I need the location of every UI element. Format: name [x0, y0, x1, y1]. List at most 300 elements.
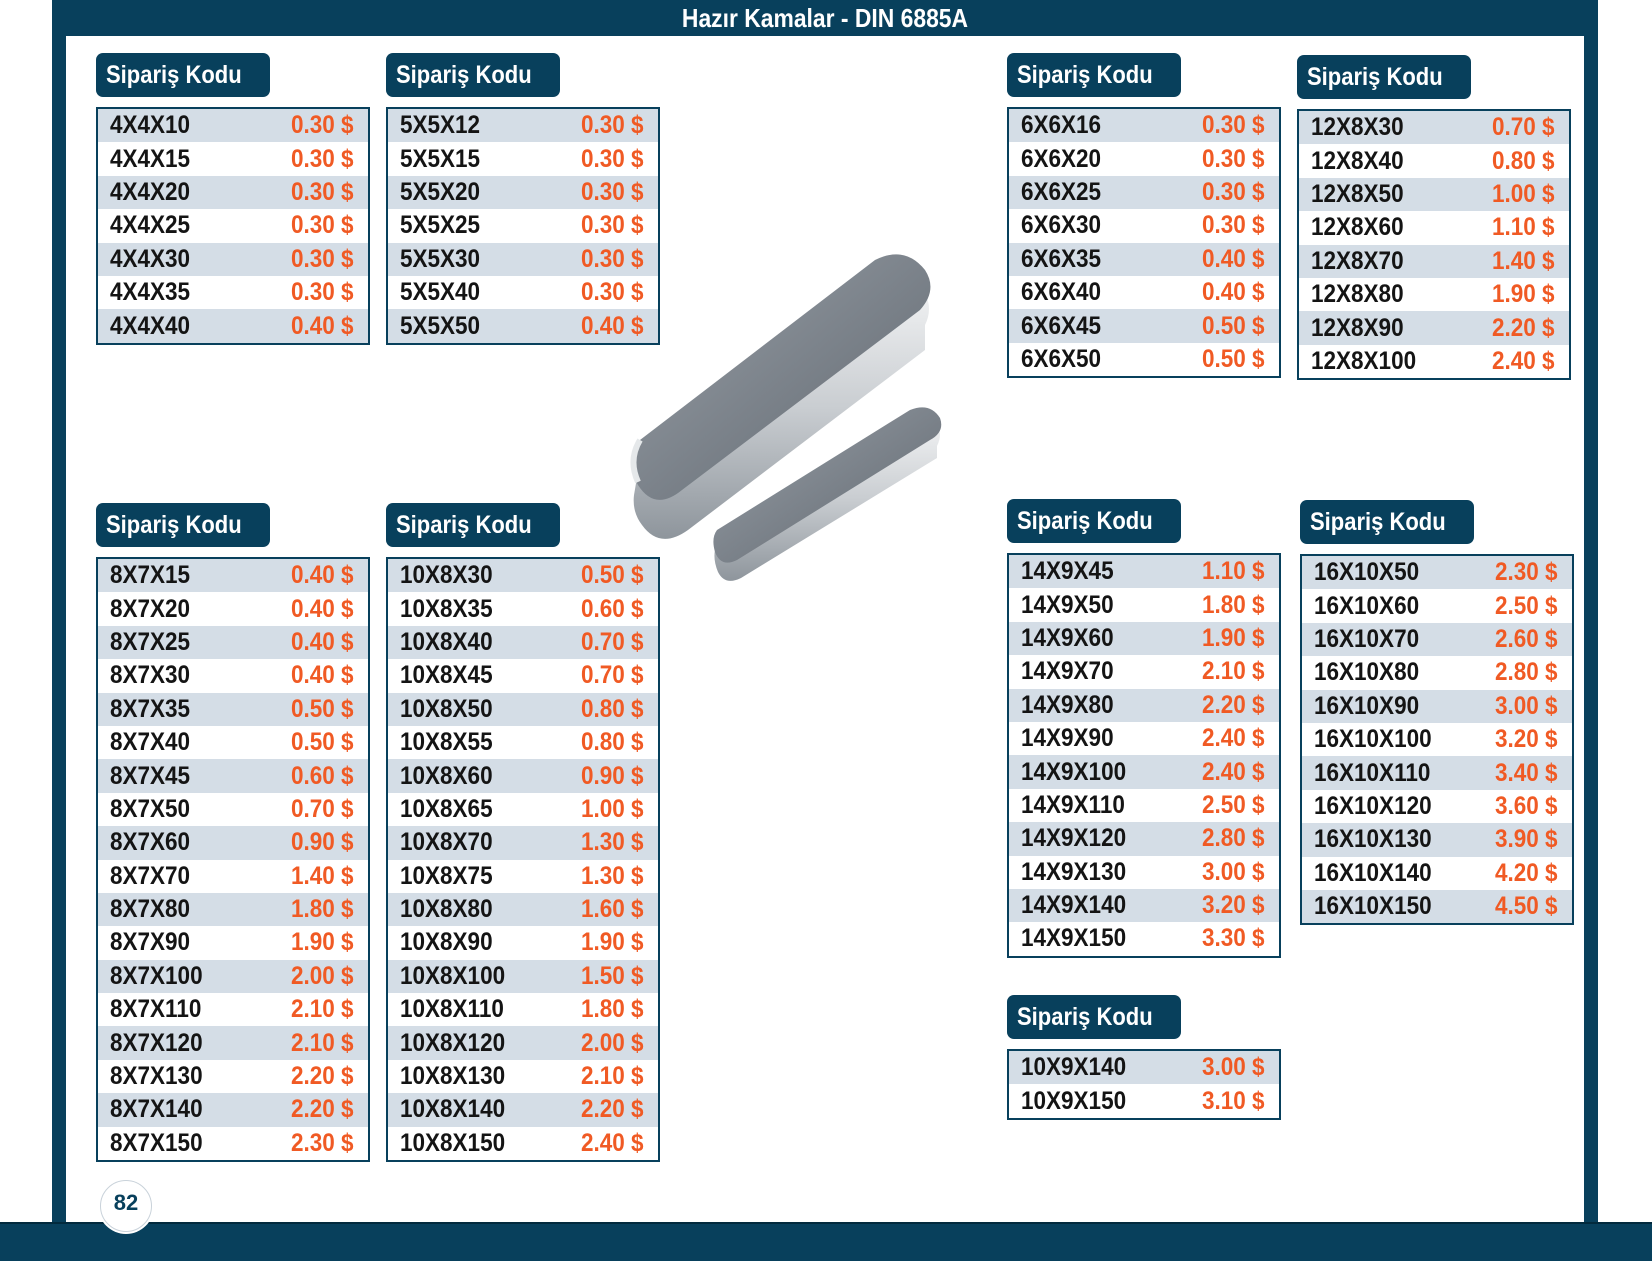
table-row [1009, 555, 1279, 588]
table-row [98, 993, 368, 1026]
order-code: 10X8X75 [400, 861, 493, 890]
table-row [388, 243, 658, 276]
order-code-label: Sipariş Kodu [1007, 53, 1181, 97]
order-code: 14X9X120 [1021, 824, 1127, 853]
price-table [1300, 554, 1574, 925]
page-title: Hazır Kamalar - DIN 6885A [681, 3, 969, 33]
price: 4.50 $ [1495, 892, 1558, 921]
table-row [388, 559, 658, 592]
price: 2.20 $ [291, 1095, 354, 1124]
table-row [1299, 144, 1569, 177]
table-row [388, 1127, 658, 1160]
price: 2.80 $ [1202, 824, 1265, 853]
table-row [388, 309, 658, 342]
price-block-16x10 [1300, 500, 1574, 925]
table-row [1299, 111, 1569, 144]
table-row [388, 759, 658, 792]
price: 0.30 $ [1202, 177, 1265, 206]
order-code: 8X7X60 [110, 828, 191, 857]
price: 1.30 $ [581, 861, 644, 890]
order-code: 10X8X60 [400, 761, 493, 790]
price: 1.50 $ [581, 961, 644, 990]
price: 0.30 $ [291, 244, 354, 273]
order-code: 6X6X50 [1021, 344, 1102, 373]
table-row [388, 592, 658, 625]
order-code: 8X7X40 [110, 728, 191, 757]
order-code: 12X8X30 [1311, 113, 1404, 142]
price: 0.40 $ [291, 594, 354, 623]
price: 4.20 $ [1495, 858, 1558, 887]
table-row [1009, 922, 1279, 955]
order-code: 14X9X140 [1021, 891, 1127, 920]
order-code: 14X9X90 [1021, 724, 1114, 753]
table-row [1302, 690, 1572, 723]
price: 0.90 $ [581, 761, 644, 790]
price: 0.70 $ [1492, 113, 1555, 142]
table-row [1009, 588, 1279, 621]
table-row [388, 276, 658, 309]
price-table [1297, 109, 1571, 380]
order-code: 6X6X35 [1021, 244, 1102, 273]
order-code: 14X9X70 [1021, 657, 1114, 686]
order-code-label: Sipariş Kodu [1297, 55, 1471, 99]
table-row [1009, 343, 1279, 376]
price: 2.80 $ [1495, 658, 1558, 687]
table-row [1009, 109, 1279, 142]
table-row [98, 559, 368, 592]
price: 0.30 $ [1202, 211, 1265, 240]
price-table [96, 107, 370, 345]
order-code: 10X8X55 [400, 728, 493, 757]
table-row [98, 893, 368, 926]
table-row [1302, 823, 1572, 856]
order-code: 6X6X16 [1021, 111, 1102, 140]
price-block-10x9 [1007, 995, 1281, 1120]
table-row [1009, 209, 1279, 242]
table-row [98, 176, 368, 209]
order-code-label: Sipariş Kodu [96, 53, 270, 97]
price: 1.10 $ [1492, 213, 1555, 242]
order-code: 8X7X45 [110, 761, 191, 790]
order-code: 16X10X70 [1314, 624, 1420, 653]
price: 2.40 $ [581, 1128, 644, 1157]
footer-bar [0, 1222, 1652, 1261]
order-code: 10X8X80 [400, 895, 493, 924]
table-row [98, 1060, 368, 1093]
order-code-label: Sipariş Kodu [1007, 499, 1181, 543]
table-row [1009, 142, 1279, 175]
order-code: 10X8X140 [400, 1095, 506, 1124]
price: 2.30 $ [291, 1128, 354, 1157]
price: 0.30 $ [581, 177, 644, 206]
table-row [1299, 278, 1569, 311]
table-row [388, 659, 658, 692]
order-code: 16X10X130 [1314, 825, 1432, 854]
order-code-label: Sipariş Kodu [1300, 500, 1474, 544]
order-code: 16X10X120 [1314, 791, 1432, 820]
order-code-label: Sipariş Kodu [96, 503, 270, 547]
order-code: 4X4X25 [110, 211, 191, 240]
table-row [1009, 309, 1279, 342]
order-code: 10X8X40 [400, 627, 493, 656]
order-code: 12X8X90 [1311, 313, 1404, 342]
table-row [1302, 723, 1572, 756]
table-row [98, 960, 368, 993]
order-code: 10X8X100 [400, 961, 506, 990]
table-row [98, 243, 368, 276]
order-code: 6X6X45 [1021, 311, 1102, 340]
price: 1.00 $ [581, 794, 644, 823]
price: 0.40 $ [291, 627, 354, 656]
order-code: 10X8X35 [400, 594, 493, 623]
price: 1.60 $ [581, 895, 644, 924]
order-code: 16X10X90 [1314, 691, 1420, 720]
table-row [1299, 345, 1569, 378]
order-code: 8X7X100 [110, 961, 203, 990]
price: 0.40 $ [291, 561, 354, 590]
order-code: 8X7X50 [110, 794, 191, 823]
table-row [388, 860, 658, 893]
table-row [1302, 756, 1572, 789]
table-row [1009, 889, 1279, 922]
order-code: 4X4X15 [110, 144, 191, 173]
price: 0.40 $ [581, 311, 644, 340]
price-table [1007, 107, 1281, 378]
order-code: 12X8X60 [1311, 213, 1404, 242]
order-code: 6X6X30 [1021, 211, 1102, 240]
table-row [98, 926, 368, 959]
order-code: 4X4X10 [110, 111, 191, 140]
order-code: 8X7X90 [110, 928, 191, 957]
price: 3.30 $ [1202, 924, 1265, 953]
price-table [386, 557, 660, 1162]
price: 2.50 $ [1495, 591, 1558, 620]
price: 2.60 $ [1495, 624, 1558, 653]
table-row [1009, 722, 1279, 755]
table-row [388, 893, 658, 926]
table-row [98, 826, 368, 859]
order-code: 5X5X40 [400, 278, 481, 307]
price: 0.30 $ [1202, 144, 1265, 173]
price: 3.10 $ [1202, 1086, 1265, 1115]
price: 2.20 $ [581, 1095, 644, 1124]
order-code-label: Sipariş Kodu [1007, 995, 1181, 1039]
order-code: 14X9X100 [1021, 757, 1127, 786]
table-row [388, 726, 658, 759]
order-code-label: Sipariş Kodu [386, 503, 560, 547]
order-code: 16X10X60 [1314, 591, 1420, 620]
page-frame-left [52, 0, 66, 1225]
order-code: 8X7X35 [110, 694, 191, 723]
price: 0.80 $ [581, 728, 644, 757]
order-code: 14X9X80 [1021, 690, 1114, 719]
table-row [1009, 176, 1279, 209]
price: 1.80 $ [291, 895, 354, 924]
order-code: 10X8X110 [400, 995, 504, 1024]
price: 0.70 $ [581, 661, 644, 690]
table-row [98, 309, 368, 342]
price: 1.30 $ [581, 828, 644, 857]
order-code: 10X8X30 [400, 561, 493, 590]
table-row [98, 1026, 368, 1059]
table-row [388, 176, 658, 209]
order-code: 8X7X140 [110, 1095, 203, 1124]
order-code: 10X8X45 [400, 661, 493, 690]
order-code: 16X10X150 [1314, 892, 1432, 921]
price: 2.10 $ [291, 1028, 354, 1057]
order-code: 10X8X150 [400, 1128, 506, 1157]
table-row [1302, 857, 1572, 890]
order-code: 5X5X20 [400, 177, 481, 206]
table-row [98, 626, 368, 659]
page-number: 82 [113, 1190, 139, 1215]
table-row [98, 142, 368, 175]
price: 0.30 $ [291, 278, 354, 307]
order-code: 14X9X150 [1021, 924, 1127, 953]
price: 0.30 $ [1202, 111, 1265, 140]
price: 0.80 $ [1492, 146, 1555, 175]
price: 0.90 $ [291, 828, 354, 857]
order-code: 10X8X65 [400, 794, 493, 823]
price: 0.70 $ [291, 794, 354, 823]
price: 2.40 $ [1202, 757, 1265, 786]
order-code: 12X8X100 [1311, 346, 1417, 375]
table-row [388, 142, 658, 175]
price: 2.20 $ [1202, 690, 1265, 719]
price: 3.00 $ [1495, 691, 1558, 720]
order-code: 4X4X30 [110, 244, 191, 273]
price-block-4x4 [96, 53, 370, 345]
price: 2.40 $ [1492, 346, 1555, 375]
price: 0.50 $ [1202, 344, 1265, 373]
price: 2.40 $ [1202, 724, 1265, 753]
table-row [1009, 655, 1279, 688]
price: 0.40 $ [291, 661, 354, 690]
order-code: 8X7X130 [110, 1062, 203, 1091]
order-code: 5X5X12 [400, 111, 481, 140]
table-row [98, 659, 368, 692]
price-table [96, 557, 370, 1162]
order-code: 10X8X130 [400, 1062, 506, 1091]
price: 0.60 $ [581, 594, 644, 623]
order-code: 10X8X90 [400, 928, 493, 957]
table-row [1302, 556, 1572, 589]
price: 3.00 $ [1202, 1053, 1265, 1082]
table-row [1302, 656, 1572, 689]
table-row [1299, 245, 1569, 278]
order-code: 10X8X50 [400, 694, 493, 723]
price: 0.40 $ [291, 311, 354, 340]
price: 3.20 $ [1202, 891, 1265, 920]
table-row [98, 726, 368, 759]
price: 0.30 $ [291, 111, 354, 140]
price: 0.30 $ [581, 244, 644, 273]
table-row [98, 592, 368, 625]
price-block-6x6 [1007, 53, 1281, 378]
price: 2.00 $ [581, 1028, 644, 1057]
order-code: 8X7X20 [110, 594, 191, 623]
price: 0.70 $ [581, 627, 644, 656]
price: 1.40 $ [291, 861, 354, 890]
price: 0.50 $ [581, 561, 644, 590]
table-row [98, 793, 368, 826]
price: 2.30 $ [1495, 558, 1558, 587]
price: 2.50 $ [1202, 790, 1265, 819]
table-row [388, 626, 658, 659]
table-row [98, 759, 368, 792]
price-block-5x5 [386, 53, 660, 345]
order-code: 8X7X30 [110, 661, 191, 690]
table-row [1299, 178, 1569, 211]
price: 2.10 $ [1202, 657, 1265, 686]
table-row [98, 860, 368, 893]
table-row [1009, 622, 1279, 655]
order-code: 8X7X80 [110, 895, 191, 924]
price: 2.20 $ [1492, 313, 1555, 342]
order-code: 16X10X100 [1314, 725, 1432, 754]
order-code: 14X9X110 [1021, 790, 1125, 819]
table-row [98, 209, 368, 242]
order-code: 5X5X30 [400, 244, 481, 273]
price: 3.20 $ [1495, 725, 1558, 754]
price: 1.10 $ [1202, 557, 1265, 586]
price: 0.30 $ [581, 211, 644, 240]
parallel-key-image [620, 250, 990, 620]
page-frame-right [1584, 0, 1598, 1225]
price: 1.90 $ [1202, 623, 1265, 652]
order-code: 14X9X45 [1021, 557, 1114, 586]
order-code: 16X10X80 [1314, 658, 1420, 687]
price: 2.00 $ [291, 961, 354, 990]
price: 1.90 $ [581, 928, 644, 957]
order-code: 8X7X25 [110, 627, 191, 656]
table-row [1009, 276, 1279, 309]
order-code: 5X5X25 [400, 211, 481, 240]
table-row [388, 1026, 658, 1059]
order-code: 4X4X35 [110, 278, 191, 307]
table-row [388, 960, 658, 993]
order-code: 6X6X40 [1021, 278, 1102, 307]
order-code: 8X7X120 [110, 1028, 203, 1057]
order-code: 10X9X150 [1021, 1086, 1127, 1115]
price-table [1007, 553, 1281, 958]
order-code: 14X9X60 [1021, 623, 1114, 652]
table-row [1299, 211, 1569, 244]
price: 0.50 $ [291, 728, 354, 757]
order-code: 8X7X70 [110, 861, 191, 890]
price: 1.90 $ [1492, 280, 1555, 309]
table-row [98, 109, 368, 142]
price-table [1007, 1049, 1281, 1120]
price: 0.50 $ [1202, 311, 1265, 340]
table-row [388, 993, 658, 1026]
order-code: 12X8X40 [1311, 146, 1404, 175]
table-row [98, 276, 368, 309]
table-row [388, 1060, 658, 1093]
price: 0.30 $ [291, 211, 354, 240]
price: 2.10 $ [291, 995, 354, 1024]
price: 1.00 $ [1492, 179, 1555, 208]
order-code: 16X10X50 [1314, 558, 1420, 587]
price: 1.40 $ [1492, 246, 1555, 275]
order-code: 5X5X50 [400, 311, 481, 340]
price: 0.40 $ [1202, 244, 1265, 273]
order-code-label: Sipariş Kodu [386, 53, 560, 97]
price-block-8x7 [96, 503, 370, 1162]
price: 2.10 $ [581, 1062, 644, 1091]
price-table [386, 107, 660, 345]
table-row [388, 793, 658, 826]
order-code: 14X9X50 [1021, 590, 1114, 619]
price: 2.20 $ [291, 1062, 354, 1091]
table-row [98, 693, 368, 726]
table-row [1302, 623, 1572, 656]
price: 0.30 $ [581, 111, 644, 140]
order-code: 10X9X140 [1021, 1053, 1127, 1082]
table-row [1009, 243, 1279, 276]
price: 3.40 $ [1495, 758, 1558, 787]
order-code: 4X4X20 [110, 177, 191, 206]
table-row [1009, 755, 1279, 788]
price: 0.40 $ [1202, 278, 1265, 307]
table-row [1009, 689, 1279, 722]
price: 0.30 $ [291, 144, 354, 173]
price: 0.30 $ [291, 177, 354, 206]
price: 0.30 $ [581, 278, 644, 307]
table-row [1302, 790, 1572, 823]
price-block-10x8 [386, 503, 660, 1162]
order-code: 16X10X140 [1314, 858, 1432, 887]
price-block-12x8 [1297, 55, 1571, 380]
table-row [388, 1093, 658, 1126]
table-row [1009, 856, 1279, 889]
price: 1.90 $ [291, 928, 354, 957]
table-row [388, 693, 658, 726]
table-row [1009, 822, 1279, 855]
table-row [388, 109, 658, 142]
price: 3.00 $ [1202, 857, 1265, 886]
price: 0.60 $ [291, 761, 354, 790]
table-row [388, 209, 658, 242]
price-block-14x9 [1007, 499, 1281, 958]
price: 1.80 $ [1202, 590, 1265, 619]
order-code: 8X7X110 [110, 995, 202, 1024]
order-code: 6X6X25 [1021, 177, 1102, 206]
table-row [1299, 311, 1569, 344]
price: 0.30 $ [581, 144, 644, 173]
order-code: 16X10X110 [1314, 758, 1431, 787]
price: 0.50 $ [291, 694, 354, 723]
order-code: 8X7X15 [110, 561, 191, 590]
table-row [1009, 1084, 1279, 1117]
table-row [1009, 789, 1279, 822]
table-row [388, 926, 658, 959]
order-code: 12X8X70 [1311, 246, 1404, 275]
order-code: 6X6X20 [1021, 144, 1102, 173]
price: 1.80 $ [581, 995, 644, 1024]
order-code: 8X7X150 [110, 1128, 203, 1157]
table-row [1009, 1051, 1279, 1084]
table-row [1302, 890, 1572, 923]
order-code: 10X8X70 [400, 828, 493, 857]
price: 0.80 $ [581, 694, 644, 723]
table-row [98, 1127, 368, 1160]
order-code: 10X8X120 [400, 1028, 506, 1057]
table-row [98, 1093, 368, 1126]
order-code: 5X5X15 [400, 144, 481, 173]
price: 3.90 $ [1495, 825, 1558, 854]
price: 3.60 $ [1495, 791, 1558, 820]
